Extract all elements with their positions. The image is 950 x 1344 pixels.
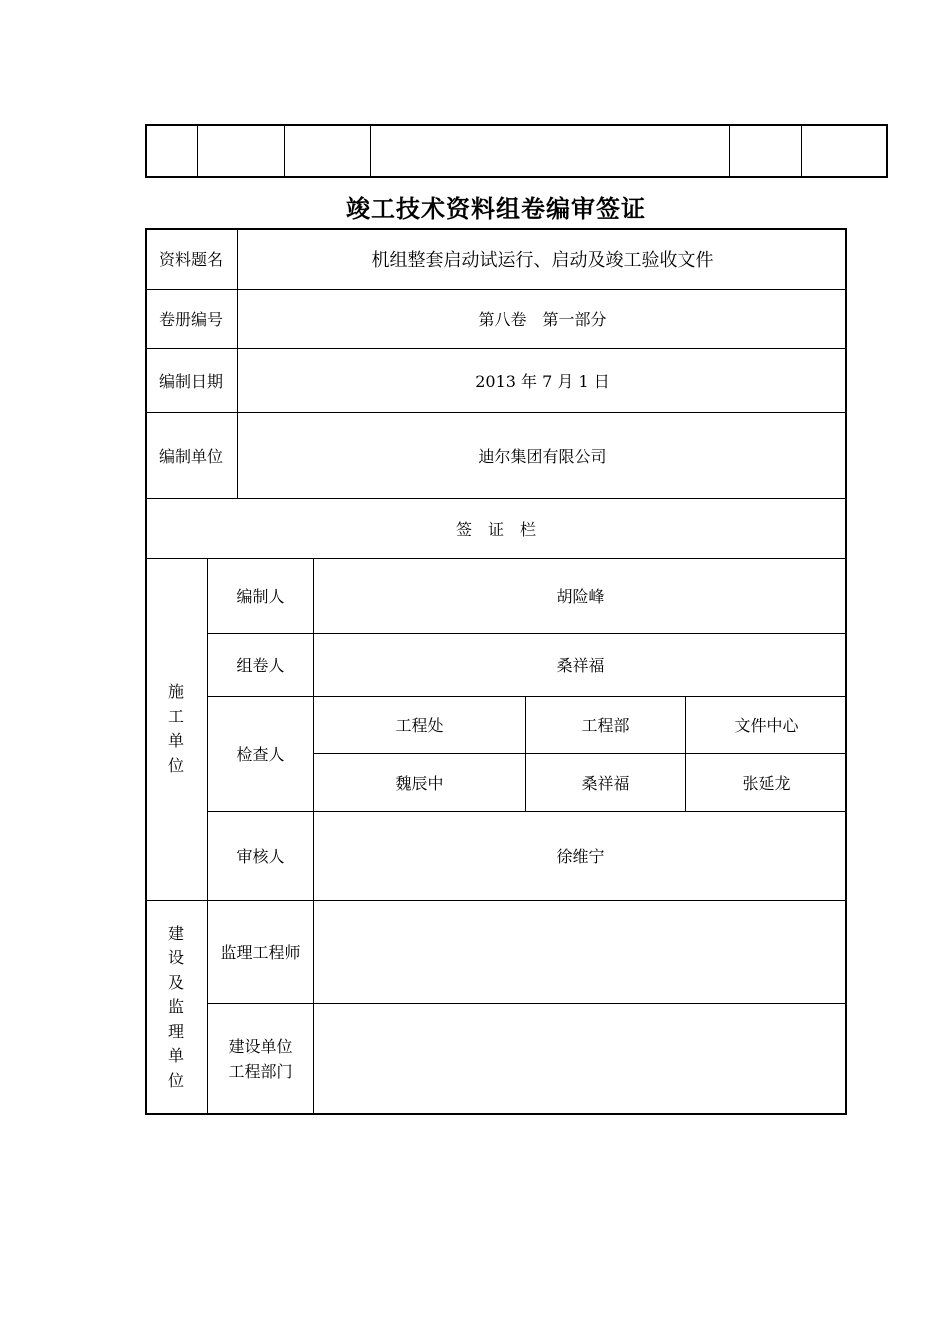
header-divider <box>801 124 802 178</box>
construction-unit-label <box>145 558 207 900</box>
header-box <box>145 124 888 178</box>
supervision-label-char: 位 <box>167 1070 184 1090</box>
inspector-name: 桑祥福 <box>581 774 630 793</box>
compiler-name: 胡险峰 <box>556 587 605 606</box>
header-divider <box>370 124 371 178</box>
supervisor-label: 监理工程师 <box>220 943 301 962</box>
supervision-label-char: 监 <box>167 997 184 1017</box>
owner-dept-label <box>208 1003 313 1115</box>
header-divider <box>284 124 285 178</box>
header-divider <box>197 124 198 178</box>
info-value-volume: 第八卷 第一部分 <box>478 310 607 329</box>
info-label-title: 资料题名 <box>158 250 223 269</box>
owner-dept-label-line: 建设单位 <box>228 1037 293 1056</box>
info-value-title: 机组整套启动试运行、启动及竣工验收文件 <box>371 249 714 271</box>
construction-label-char: 工 <box>167 706 184 726</box>
construction-label-char: 单 <box>167 731 184 750</box>
supervision-label-char: 理 <box>167 1021 184 1041</box>
inspector-dept: 工程部 <box>581 716 630 735</box>
owner-dept-label-line: 工程部门 <box>228 1062 293 1081</box>
info-value-unit: 迪尔集团有限公司 <box>478 446 607 466</box>
info-value-date: 2013 年 7 月 1 日 <box>475 371 610 391</box>
supervision-label-char: 建 <box>167 923 184 943</box>
supervisor-signature-field <box>314 900 847 1003</box>
supervision-label-char: 单 <box>167 1046 184 1066</box>
info-label-volume: 卷册编号 <box>158 310 223 329</box>
construction-label-char: 位 <box>167 755 184 775</box>
supervision-label-char: 设 <box>167 948 184 968</box>
inspector-name: 张延龙 <box>742 774 791 793</box>
inspector-name: 魏辰中 <box>395 774 444 793</box>
supervision-unit-label <box>145 900 207 1115</box>
assembler-label: 组卷人 <box>236 656 285 675</box>
inspector-dept: 工程处 <box>395 716 444 735</box>
owner-dept-signature-field <box>314 1003 847 1115</box>
page-title: 竣工技术资料组卷编审签证 <box>346 194 646 223</box>
header-divider <box>729 124 730 178</box>
construction-label-char: 施 <box>167 682 184 701</box>
info-label-unit: 编制单位 <box>158 446 223 466</box>
info-label-date: 编制日期 <box>158 371 223 391</box>
supervision-label-char: 及 <box>167 972 184 992</box>
reviewer-name: 徐维宁 <box>556 847 605 866</box>
assembler-name: 桑祥福 <box>556 656 605 675</box>
inspector-label: 检查人 <box>236 745 285 764</box>
sign-section-header: 签 证 栏 <box>455 519 536 539</box>
reviewer-label: 审核人 <box>236 847 285 866</box>
compiler-label: 编制人 <box>236 587 285 606</box>
inspector-dept: 文件中心 <box>734 716 799 735</box>
